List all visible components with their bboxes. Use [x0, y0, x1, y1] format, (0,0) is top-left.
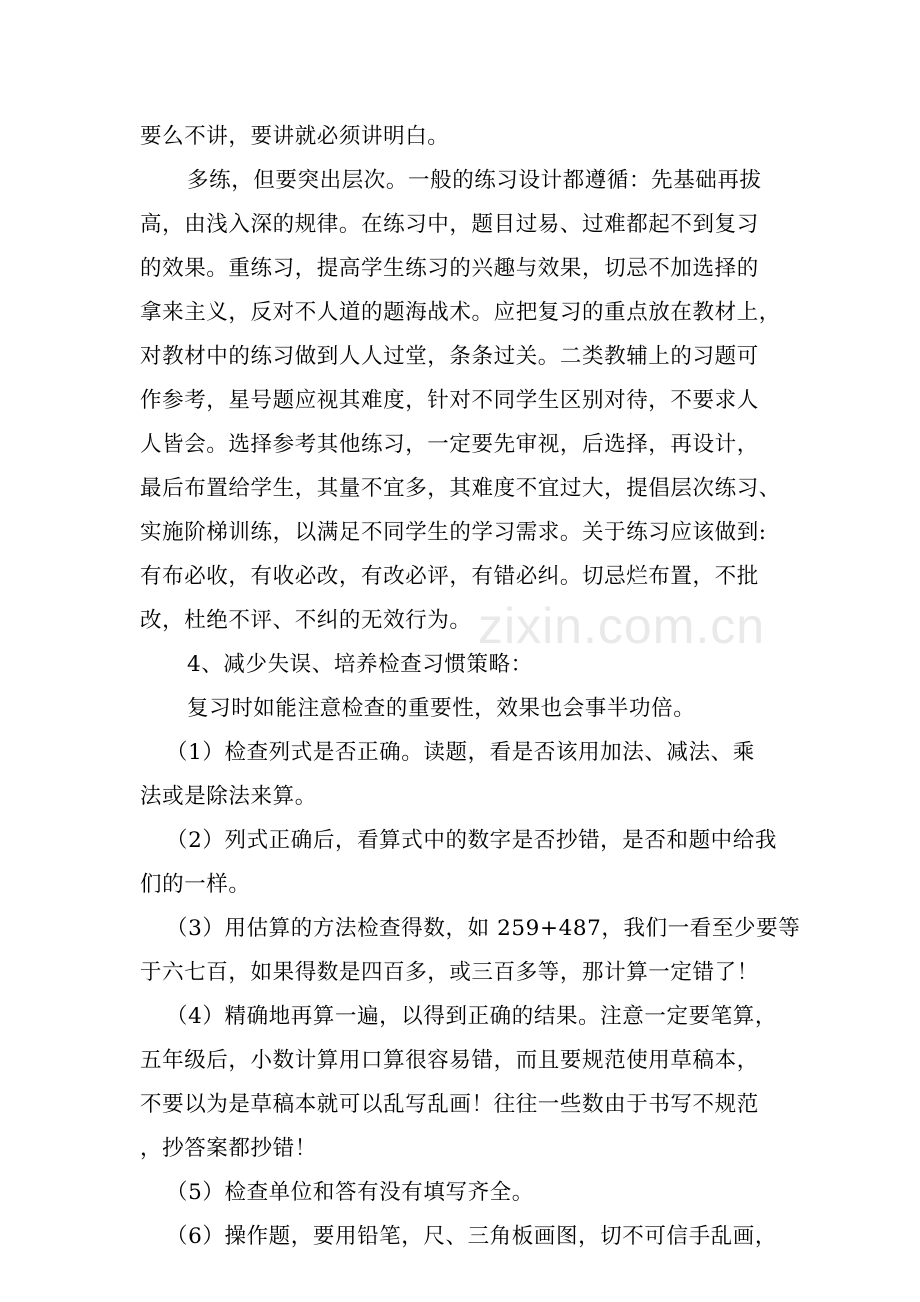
text-line: 实施阶梯训练，以满足不同学生的学习需求。关于练习应该做到:	[140, 520, 767, 545]
text-line: 作参考，星号题应视其难度，针对不同学生区别对待，不要求人	[140, 388, 759, 413]
text-line: 拿来主义，反对不人道的题海战术。应把复习的重点放在教材上，	[140, 300, 781, 325]
text-line: 法或是除法来算。	[140, 784, 317, 809]
text-line: 对教材中的练习做到人人过堂，条条过关。二类教辅上的习题可	[140, 344, 759, 369]
watermark: zixin.com.cn	[478, 598, 766, 654]
list-item-3: （3）用估算的方法检查得数，如 259+487，我们一看至少要等	[166, 916, 801, 941]
list-item-5: （5）检查单位和答有没有填写齐全。	[166, 1180, 534, 1205]
list-item-6: （6）操作题，要用铅笔，尺、三角板画图，切不可信手乱画，	[166, 1224, 777, 1249]
text-line: 不要以为是草稿本就可以乱写乱画！往往一些数由于书写不规范	[140, 1092, 759, 1117]
paragraph-start: 复习时如能注意检查的重要性，效果也会事半功倍。	[187, 696, 696, 721]
section-heading: 4、减少失误、培养检查习惯策略：	[187, 652, 533, 677]
text-line: 改，杜绝不评、不纠的无效行为。	[140, 608, 472, 633]
text-line: 人皆会。选择参考其他练习，一定要先审视，后选择，再设计，	[140, 432, 759, 457]
text-line: 的效果。重练习，提高学生练习的兴趣与效果，切忌不加选择的	[140, 256, 759, 281]
text-line: 于六七百，如果得数是四百多，或三百多等，那计算一定错了！	[140, 960, 759, 985]
text-line: ，抄答案都抄错！	[140, 1136, 317, 1161]
list-item-1: （1）检查列式是否正确。读题，看是否该用加法、减法、乘	[166, 740, 755, 765]
list-item-4: （4）精确地再算一遍，以得到正确的结果。注意一定要笔算，	[166, 1004, 777, 1029]
text-line: 高，由浅入深的规律。在练习中，题目过易、过难都起不到复习	[140, 212, 759, 237]
paragraph-start: 多练，但要突出层次。一般的练习设计都遵循：先基础再拔	[187, 168, 762, 193]
text-line: 有布必收，有收必改，有改必评，有错必纠。切忌烂布置，不批	[140, 564, 759, 589]
text-line: 最后布置给学生，其量不宜多，其难度不宜过大，提倡层次练习、	[140, 476, 781, 501]
text-line: 五年级后，小数计算用口算很容易错，而且要规范使用草稿本，	[140, 1048, 759, 1073]
list-item-2: （2）列式正确后，看算式中的数字是否抄错，是否和题中给我	[166, 828, 777, 853]
text-line: 要么不讲，要讲就必须讲明白。	[140, 124, 450, 149]
text-line: 们的一样。	[140, 872, 251, 897]
